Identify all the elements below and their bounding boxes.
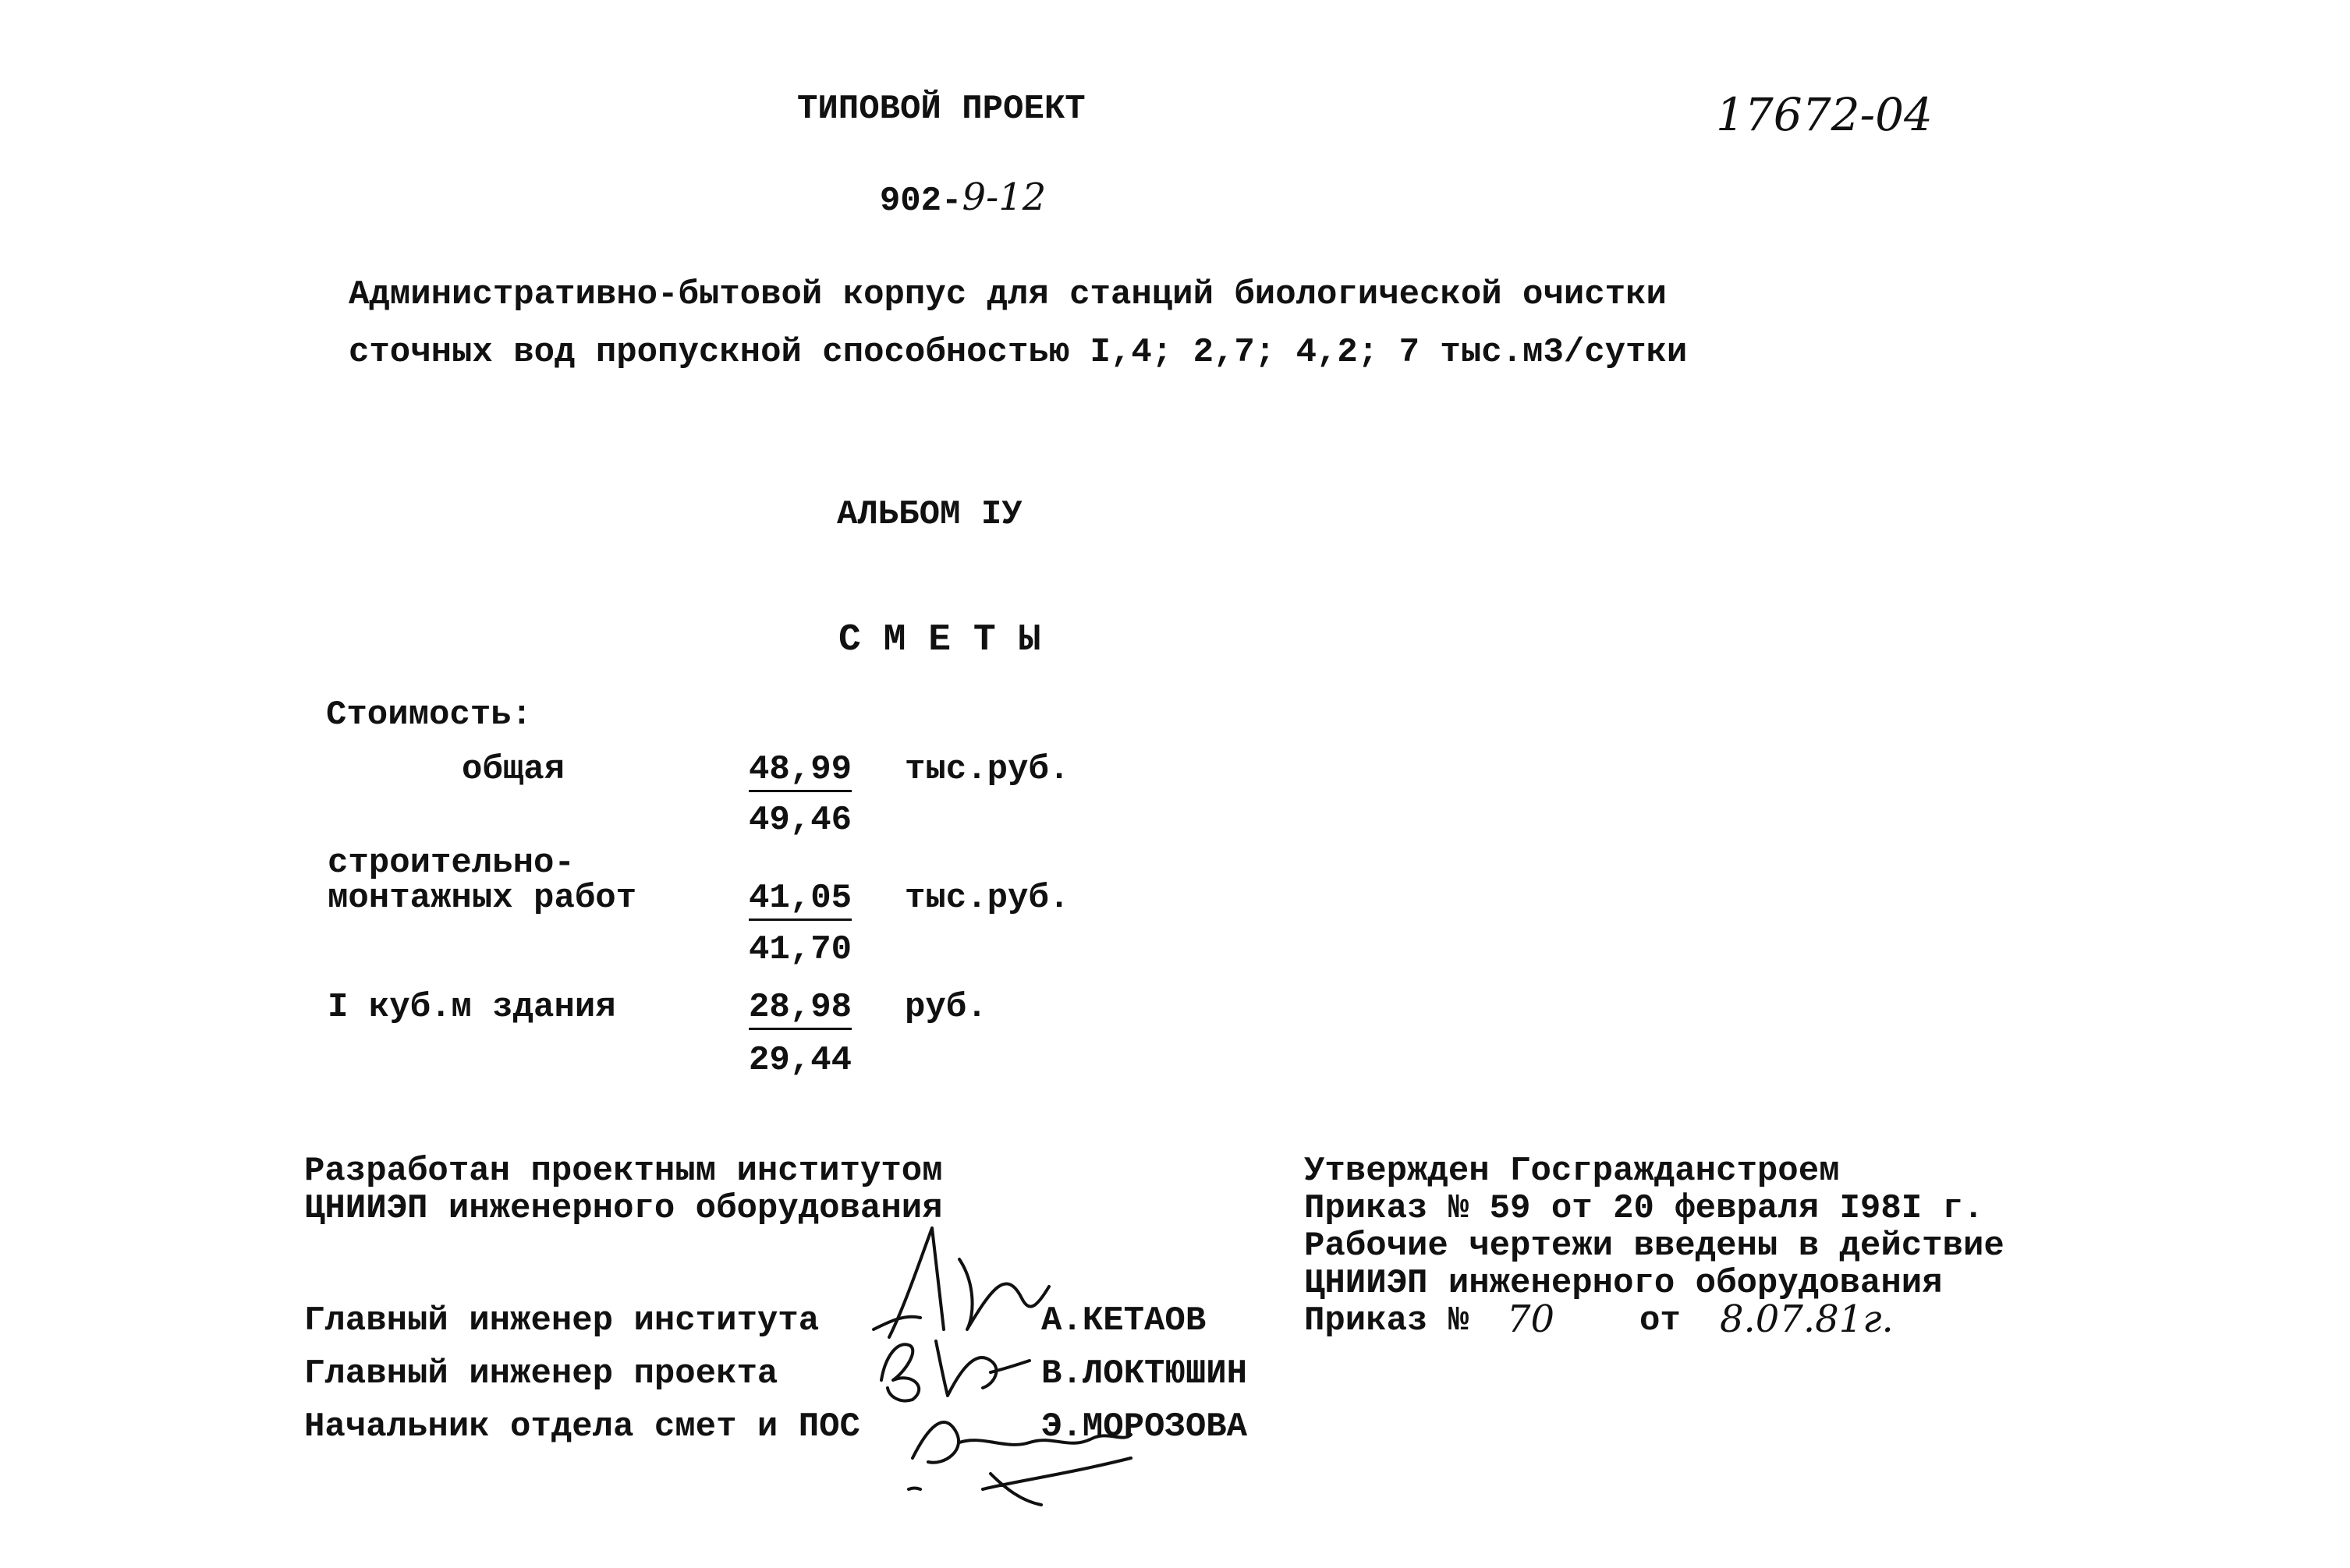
project-number <box>838 144 1047 221</box>
album-label: АЛЬБОМ IУ <box>837 495 1023 534</box>
signatory-name-2: В.ЛОКТЮШИН <box>1041 1354 1248 1393</box>
signature-morozova <box>897 1396 1162 1513</box>
cost-label-construction-1: строительно- <box>328 844 575 883</box>
cost-value-cubic-bottom: 29,44 <box>749 1041 852 1080</box>
signatory-role-1: Главный инженер института <box>304 1301 820 1340</box>
cost-value-total-top: 48,99 <box>749 752 852 792</box>
cost-value-construction-top: 41,05 <box>749 881 852 921</box>
approved-line-1: Утвержден Госгражданстроем <box>1304 1152 1840 1191</box>
approved-order-from: от <box>1639 1301 1681 1340</box>
title-line-2: сточных вод пропускной способностью I,4; 2,7; 4,2; 7 тыс.м3/сутки <box>349 333 1688 372</box>
cost-label-total: общая <box>462 750 565 789</box>
cost-unit-construction: тыс.руб. <box>905 879 1070 918</box>
cost-unit-cubic: руб. <box>905 988 987 1027</box>
cost-unit-total: тыс.руб. <box>905 750 1070 789</box>
cost-heading: Стоимость: <box>326 696 533 734</box>
project-number-handwritten: 9-12 <box>962 175 1047 219</box>
signatory-role-2: Главный инженер проекта <box>304 1354 778 1393</box>
project-number-typed: 902- <box>879 182 962 221</box>
developed-line-1: Разработан проектным институтом <box>304 1152 943 1191</box>
signatory-name-1: А.КЕТАОВ <box>1041 1301 1207 1340</box>
signatory-role-3: Начальник отдела смет и ПОС <box>304 1407 860 1446</box>
project-type: ТИПОВОЙ ПРОЕКТ <box>797 90 1086 129</box>
approved-line-2: Приказ № 59 от 20 февраля I98I г. <box>1304 1189 1984 1228</box>
cost-label-cubic-meter: I куб.м здания <box>328 988 616 1027</box>
developed-line-2: ЦНИИЭП инженерного оборудования <box>304 1189 943 1228</box>
title-line-1: Административно-бытовой корпус для станций биологической очистки <box>349 275 1667 314</box>
approved-order-prefix: Приказ № <box>1304 1301 1469 1340</box>
section-title: С М Е Т Ы <box>838 619 1041 661</box>
cost-label-construction-2: монтажных работ <box>328 879 637 918</box>
approved-line-3: Рабочие чертежи введены в действие <box>1304 1226 2004 1265</box>
signatory-name-3: Э.МОРОЗОВА <box>1041 1407 1248 1446</box>
approved-order-date: 8.07.81г. <box>1720 1297 1894 1341</box>
registry-number: 17672-04 <box>1716 88 1933 141</box>
cost-value-total-bottom: 49,46 <box>749 801 852 840</box>
approved-order-number: 70 <box>1507 1297 1555 1341</box>
approved-line-4: ЦНИИЭП инженерного оборудования <box>1304 1264 1943 1303</box>
cost-value-cubic-top: 28,98 <box>749 990 852 1030</box>
cost-value-construction-bottom: 41,70 <box>749 930 852 969</box>
